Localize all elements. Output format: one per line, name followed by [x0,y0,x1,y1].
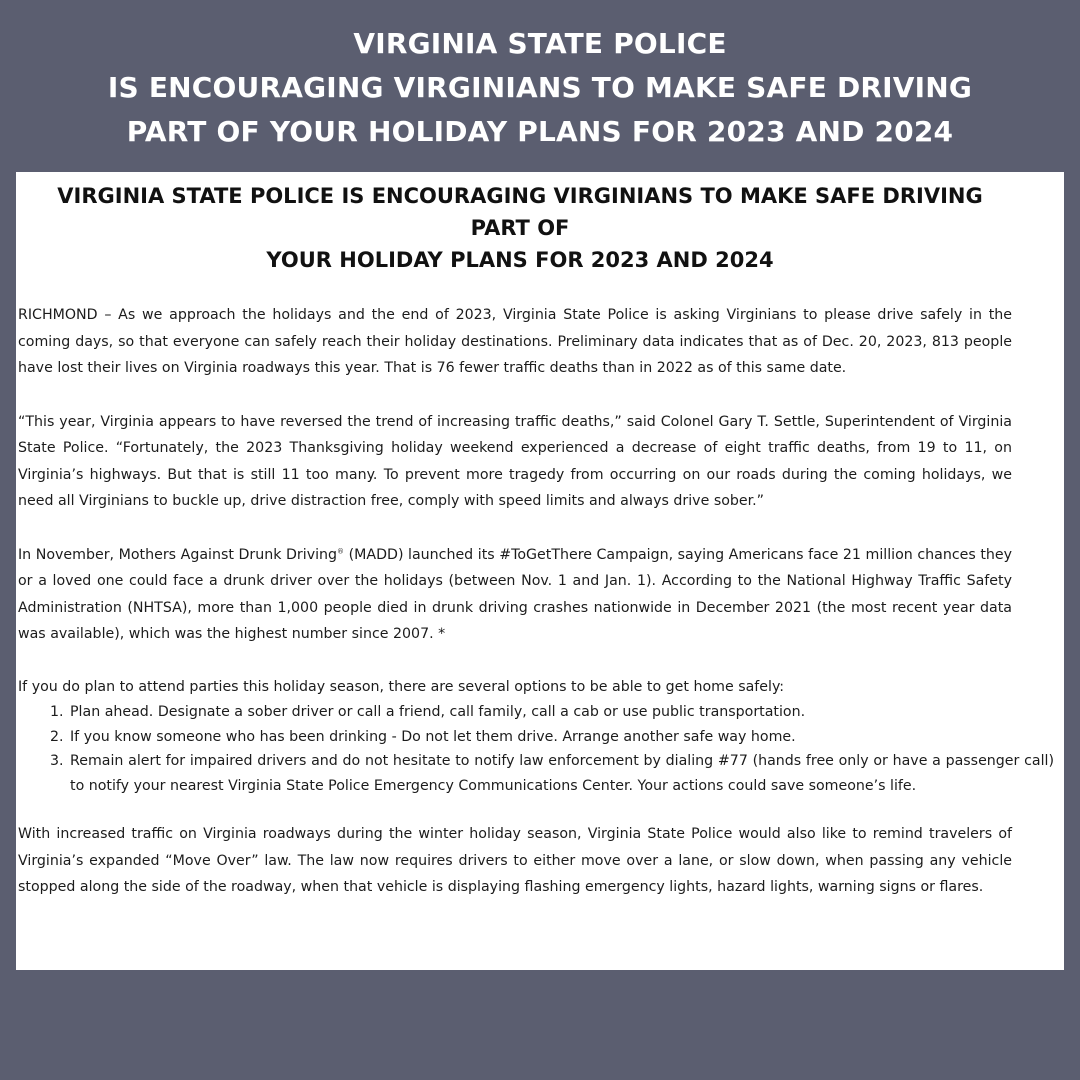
safety-options-list [18,700,1054,798]
document-title-line-2: YOUR HOLIDAY PLANS FOR 2023 AND 2024 [266,248,774,272]
paragraph-options-intro: If you do plan to attend parties this holiday season, there are several options to be able to get home safely: [18,678,785,695]
list-item [18,700,1054,725]
list-number: 2. [50,728,64,745]
list-number: 1. [50,704,64,720]
list-text: Plan ahead. Designate a sober driver or call a friend, call family, call a cab or use public transportation. [70,704,806,720]
banner-line-3: PART OF YOUR HOLIDAY PLANS FOR 2023 AND 2024 [126,115,954,148]
banner-line-2: IS ENCOURAGING VIRGINIANS TO MAKE SAFE DRIVING [107,71,973,104]
list-number: 3. [50,753,64,769]
paragraph-move-over-law: With increased traffic on Virginia roadways during the winter holiday season, Virginia State Police would also like to remind travelers of Virginia’s expanded “Move Over” law. The law now requires drivers to either move over a lane, or slow down, when passing any vehicle stopped along the side of the roadway, when that vehicle is displaying flashing emergency lights, hazard lights, warning signs or flares. [18,826,1012,895]
paragraph-madd-start: In November, Mothers Against Drunk Driving [18,546,338,563]
list-text: Remain alert for impaired drivers and do not hesitate to notify law enforcement by dialing #77 (hands free only or have a passenger call) to notify your nearest Virginia State Police Emergency Communications Center. Your actions could save someone’s life. [70,753,1054,794]
paragraph-quote-settle: “This year, Virginia appears to have reversed the trend of increasing traffic deaths,” said Colonel Gary T. Settle, Superintendent of Virginia State Police. “Fortunately, the 2023 Thanksgiving holiday weekend experienced a decrease of eight traffic deaths, from 19 to 11, on Virginia’s highways. But that is still 11 too many. To prevent more tragedy from occurring on our roads during the coming holidays, we need all Virginians to buckle up, drive distraction free, comply with speed limits and always drive sober.” [18,413,1012,509]
paragraph-richmond: RICHMOND – As we approach the holidays and the end of 2023, Virginia State Police is asking Virginians to please drive safely in the coming days, so that everyone can safely reach their holiday destinations. Preliminary data indicates that as of Dec. 20, 2023, 813 people have lost their lives on Virginia roadways this year. That is 76 fewer traffic deaths than in 2022 as of this same date. [18,307,1012,376]
paragraph-madd-rest: (MADD) launched its #ToGetThere Campaign, saying Americans face 21 million chances they or a loved one could face a drunk driver over the holidays (between Nov. 1 and Jan. 1). According to the National Highway Traffic Safety Administration (NHTSA), more than 1,000 people died in drunk driving crashes nationwide in December 2021 (the most recent year data was available), which was the highest number since 2007. * [18,546,1012,642]
document-title-line-1: VIRGINIA STATE POLICE IS ENCOURAGING VIRGINIANS TO MAKE SAFE DRIVING PART OF [57,184,983,240]
list-item [18,749,1054,798]
banner-line-1: VIRGINIA STATE POLICE [353,27,727,60]
list-text: If you know someone who has been drinking - Do not let them drive. Arrange another safe way home. [70,728,796,745]
banner-headline [0,22,1080,154]
press-release-document [16,172,1064,970]
registered-mark: ® [337,546,345,555]
paragraph-madd [18,542,1012,648]
document-title [18,180,1012,276]
list-item [18,725,1054,750]
